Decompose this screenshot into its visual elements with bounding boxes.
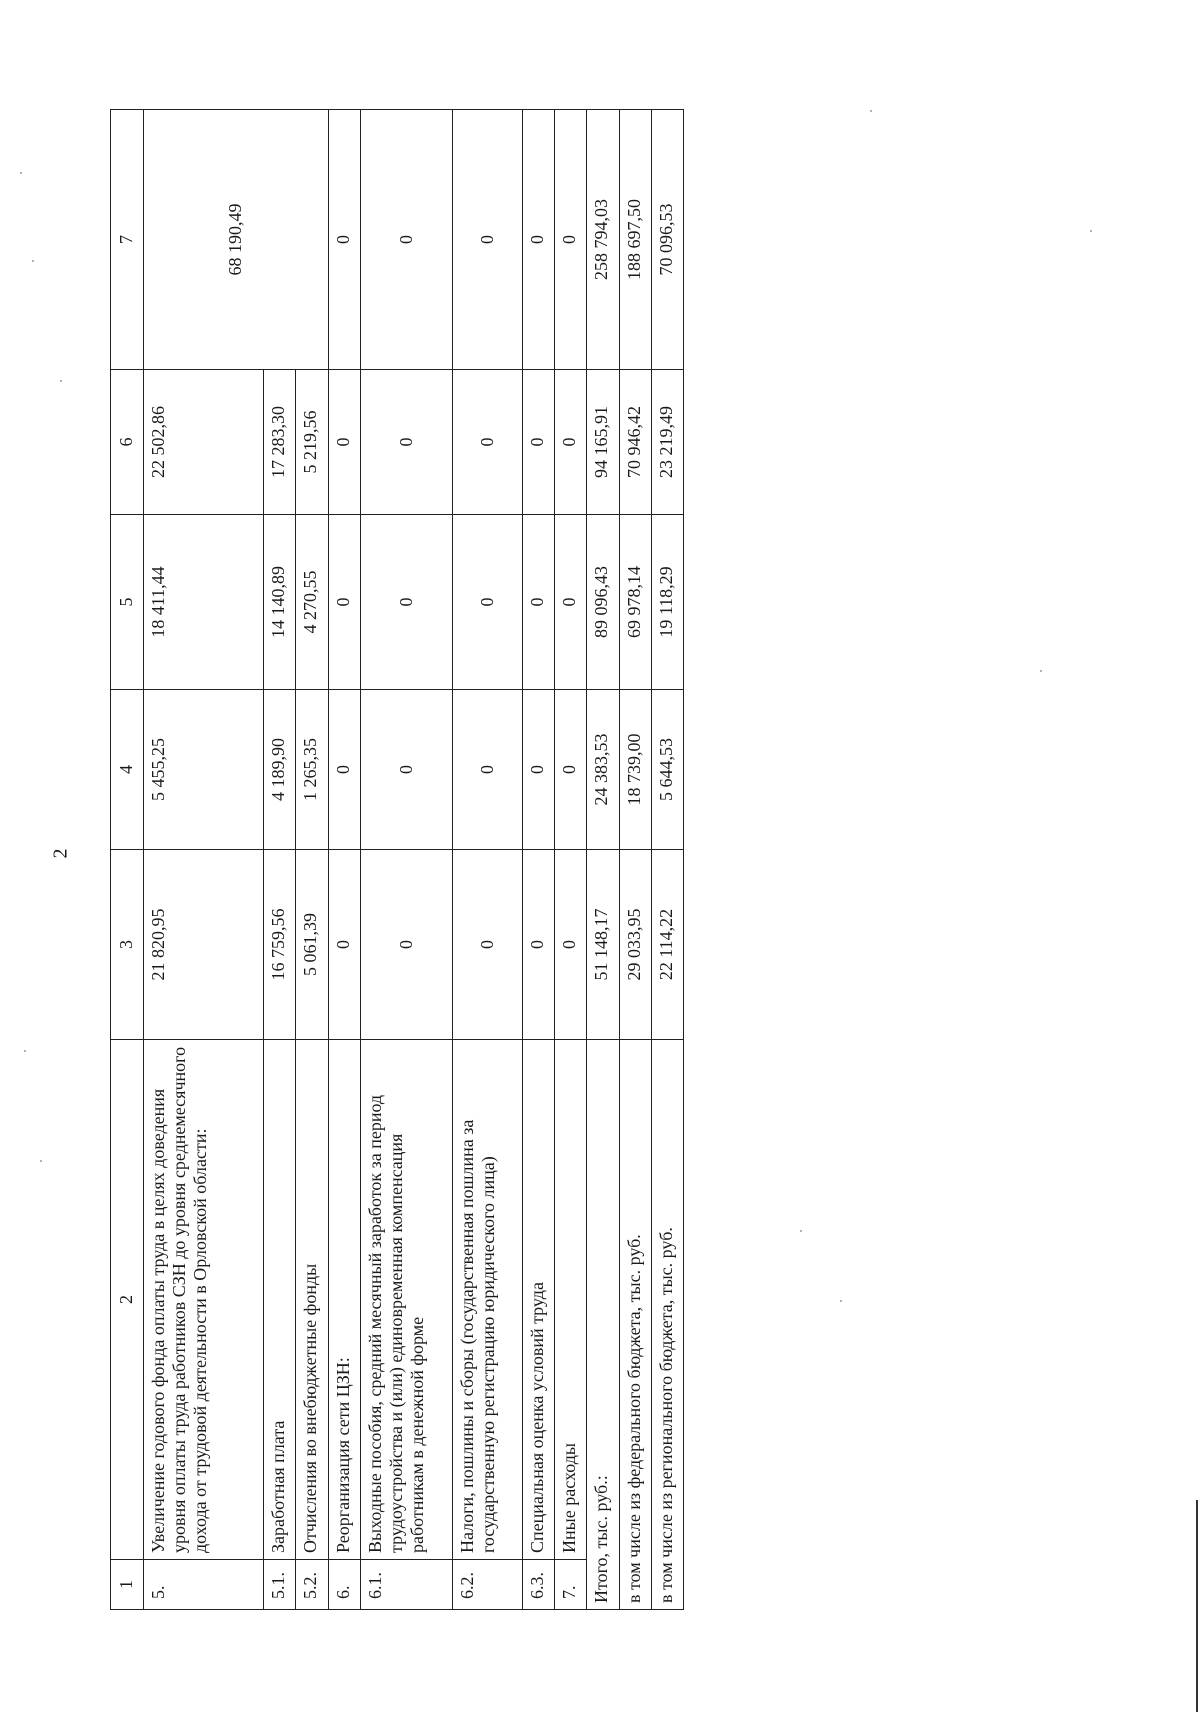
regional-col4: 5 644,53 bbox=[651, 690, 683, 850]
cell-col5: 0 bbox=[360, 515, 452, 690]
row-code: 6. bbox=[328, 1560, 360, 1610]
cell-col6: 0 bbox=[360, 370, 452, 515]
cell-col5: 18 411,44 bbox=[144, 515, 264, 690]
cell-col3: 0 bbox=[360, 850, 452, 1040]
page-number: 2 bbox=[49, 848, 72, 859]
cell-col4: 5 455,25 bbox=[144, 690, 264, 850]
cell-col4: 0 bbox=[522, 690, 554, 850]
scan-speck bbox=[800, 1230, 802, 1232]
cell-col7: 68 190,49 bbox=[144, 110, 329, 370]
cell-col3: 0 bbox=[522, 850, 554, 1040]
header-cell: 2 bbox=[111, 1040, 144, 1560]
cell-col5: 0 bbox=[452, 515, 522, 690]
cell-col5: 14 140,89 bbox=[264, 515, 296, 690]
total-col4: 24 383,53 bbox=[587, 690, 619, 850]
header-cell: 6 bbox=[111, 370, 144, 515]
row-code: 5.2. bbox=[296, 1560, 328, 1610]
cell-col4: 0 bbox=[328, 690, 360, 850]
cell-col7: 0 bbox=[522, 110, 554, 370]
header-row bbox=[111, 110, 144, 1610]
cell-col4: 0 bbox=[452, 690, 522, 850]
total-col6: 94 165,91 bbox=[587, 370, 619, 515]
regional-col6: 23 219,49 bbox=[651, 370, 683, 515]
scan-speck bbox=[40, 1160, 42, 1162]
header-cell: 3 bbox=[111, 850, 144, 1040]
cell-col4: 4 189,90 bbox=[264, 690, 296, 850]
federal-row bbox=[619, 110, 651, 1610]
cell-col5: 0 bbox=[522, 515, 554, 690]
scan-speck bbox=[20, 172, 22, 174]
cell-col5: 0 bbox=[555, 515, 587, 690]
cell-col4: 1 265,35 bbox=[296, 690, 328, 850]
row-description: Иные расходы bbox=[555, 1040, 587, 1560]
row-description: Реорганизация сети ЦЗН: bbox=[328, 1040, 360, 1560]
row-code: 5. bbox=[144, 1560, 264, 1610]
cell-col7: 0 bbox=[360, 110, 452, 370]
row-code: 6.3. bbox=[522, 1560, 554, 1610]
table-row bbox=[328, 110, 360, 1610]
row-code: 5.1. bbox=[264, 1560, 296, 1610]
federal-label: в том числе из федерального бюджета, тыс. руб. bbox=[619, 1040, 651, 1610]
cell-col3: 16 759,56 bbox=[264, 850, 296, 1040]
cell-col3: 0 bbox=[555, 850, 587, 1040]
federal-col6: 70 946,42 bbox=[619, 370, 651, 515]
cell-col4: 0 bbox=[360, 690, 452, 850]
cell-col6: 0 bbox=[555, 370, 587, 515]
scan-speck bbox=[24, 1050, 26, 1052]
scan-speck bbox=[870, 110, 872, 112]
total-col7: 258 794,03 bbox=[587, 110, 619, 370]
federal-col5: 69 978,14 bbox=[619, 515, 651, 690]
header-cell: 7 bbox=[111, 110, 144, 370]
table-row bbox=[452, 110, 522, 1610]
regional-col7: 70 096,53 bbox=[651, 110, 683, 370]
header-cell: 1 bbox=[111, 1560, 144, 1610]
budget-table bbox=[110, 109, 684, 1610]
cell-col6: 0 bbox=[522, 370, 554, 515]
cell-col3: 21 820,95 bbox=[144, 850, 264, 1040]
federal-col7: 188 697,50 bbox=[619, 110, 651, 370]
regional-row bbox=[651, 110, 683, 1610]
cell-col7: 0 bbox=[452, 110, 522, 370]
regional-col5: 19 118,29 bbox=[651, 515, 683, 690]
header-cell: 4 bbox=[111, 690, 144, 850]
table-row bbox=[144, 110, 264, 1610]
scan-speck bbox=[1090, 230, 1092, 232]
total-row bbox=[587, 110, 619, 1610]
cell-col4: 0 bbox=[555, 690, 587, 850]
row-description: Увеличение годового фонда оплаты труда в целях доведения уровня оплаты труда работников СЗН до уровня среднемесячного дохода от трудовой деятельности в Орловской области: bbox=[144, 1040, 264, 1560]
row-code: 6.2. bbox=[452, 1560, 522, 1610]
total-label: Итого, тыс. руб.: bbox=[587, 1040, 619, 1610]
cell-col5: 4 270,55 bbox=[296, 515, 328, 690]
row-description: Налоги, пошлины и сборы (государственная пошлина за государственную регистрацию юридического лица) bbox=[452, 1040, 522, 1560]
cell-col6: 5 219,56 bbox=[296, 370, 328, 515]
cell-col7: 0 bbox=[555, 110, 587, 370]
federal-col3: 29 033,95 bbox=[619, 850, 651, 1040]
header-cell: 5 bbox=[111, 515, 144, 690]
budget-table-rotated bbox=[110, 110, 684, 1610]
row-description: Специальная оценка условий труда bbox=[522, 1040, 554, 1560]
cell-col6: 0 bbox=[452, 370, 522, 515]
regional-col3: 22 114,22 bbox=[651, 850, 683, 1040]
cell-col5: 0 bbox=[328, 515, 360, 690]
cell-col6: 22 502,86 bbox=[144, 370, 264, 515]
scan-edge-line bbox=[1196, 1500, 1198, 1712]
scan-speck bbox=[60, 380, 62, 382]
row-code: 7. bbox=[555, 1560, 587, 1610]
cell-col6: 0 bbox=[328, 370, 360, 515]
scan-speck bbox=[1040, 670, 1042, 672]
scan-speck bbox=[840, 1300, 842, 1302]
cell-col3: 0 bbox=[452, 850, 522, 1040]
table-row bbox=[522, 110, 554, 1610]
table-row bbox=[555, 110, 587, 1610]
total-col3: 51 148,17 bbox=[587, 850, 619, 1040]
row-description: Отчисления во внебюджетные фонды bbox=[296, 1040, 328, 1560]
scan-speck bbox=[32, 260, 34, 262]
cell-col6: 17 283,30 bbox=[264, 370, 296, 515]
cell-col3: 0 bbox=[328, 850, 360, 1040]
row-description: Заработная плата bbox=[264, 1040, 296, 1560]
regional-label: в том числе из регионального бюджета, тыс. руб. bbox=[651, 1040, 683, 1610]
federal-col4: 18 739,00 bbox=[619, 690, 651, 850]
row-code: 6.1. bbox=[360, 1560, 452, 1610]
table-row bbox=[360, 110, 452, 1610]
cell-col3: 5 061,39 bbox=[296, 850, 328, 1040]
row-description: Выходные пособия, средний месячный заработок за период трудоустройства и (или) единовременная компенсация работникам в денежной форме bbox=[360, 1040, 452, 1560]
cell-col7: 0 bbox=[328, 110, 360, 370]
total-col5: 89 096,43 bbox=[587, 515, 619, 690]
